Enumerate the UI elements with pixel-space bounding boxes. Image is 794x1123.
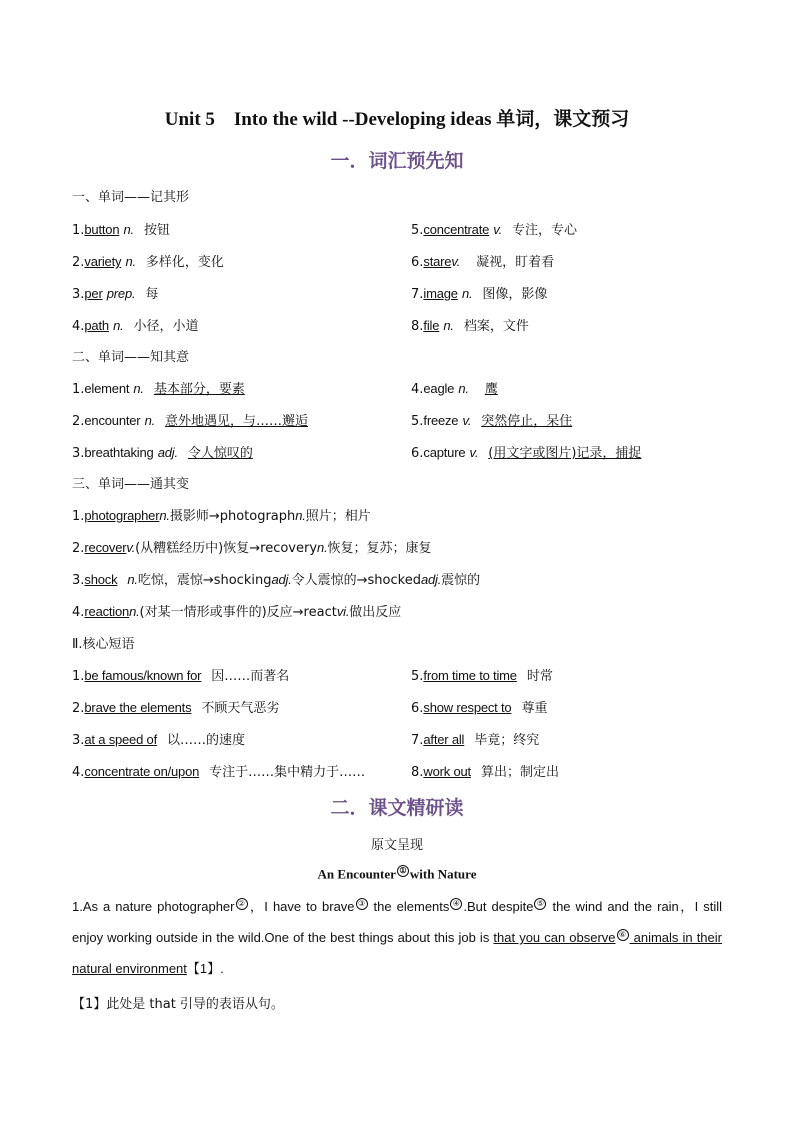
derivation-line: 1.photographern.摄影师→photographn.照片；相片 xyxy=(72,508,371,524)
word-row: 4.path n. 小径，小道 8.file n. 档案，文件 xyxy=(72,318,529,334)
subheading-core-phrases: Ⅱ.核心短语 xyxy=(72,637,135,652)
subheading-word-form: 一、单词——记其形 xyxy=(72,190,190,205)
subheading-word-meaning: 二、单词——知其意 xyxy=(72,350,190,365)
section-heading-vocabulary: 一．词汇预先知 xyxy=(330,150,464,172)
phrase-row: 2.brave the elements 不顾天气恶劣 6.show respect to 尊重 xyxy=(72,700,548,716)
phrase-row: 1.be famous/known for 因……而著名 5.from time to time 时常 xyxy=(72,668,553,684)
section-heading-text-study: 二．课文精研读 xyxy=(330,797,464,819)
derivation-line: 4.reactionn.(对某一情形或事件的)反应→reactvi.做出反应 xyxy=(72,604,402,620)
derivation-line: 3.shock n.吃惊，震惊→shockingadj.令人震惊的→shockedadj.震惊的 xyxy=(72,572,481,588)
document-title: Unit 5 Into the wild --Developing ideas 单词，课文预习 xyxy=(164,109,630,130)
phrase-row: 4.concentrate on/upon 专注于……集中精力于…… 8.work out 算出；制定出 xyxy=(72,764,559,780)
derivation-line: 2.recoverv.(从糟糕经历中)恢复→recoveryn.恢复；复苏；康复 xyxy=(72,540,432,556)
word-row: 1.button n. 按钮 5.concentrate v. 专注，专心 xyxy=(72,222,578,238)
original-text-label: 原文呈现 xyxy=(370,838,423,853)
passage-paragraph-1: 1.As a nature photographer ② ，I have to brave ③ the elements ④ .But despite ⑤ the wind and the rain，I still enjoy working outside in the wild.One of the best things about this job is that you can observe ⑥ animals in their natural environment【1】. xyxy=(72,898,723,976)
subheading-word-derivation: 三、单词——通其变 xyxy=(72,477,190,492)
annotation-note: 【1】此处是 that 引导的表语从句。 xyxy=(72,997,284,1012)
word-row: 1.element n. 基本部分，要素 4.eagle n. 鹰 xyxy=(72,381,498,397)
word-row: 3.breathtaking adj. 令人惊叹的 6.capture v. (用文字或图片)记录，捕捉 xyxy=(72,445,642,461)
word-row: 2.variety n. 多样化，变化 6.starev. 凝视，盯着看 xyxy=(72,254,555,270)
word-row: 2.encounter n. 意外地遇见，与……邂逅 5.freeze v. 突然停止，呆住 xyxy=(72,413,573,429)
word-row: 3.per prep. 每 7.image n. 图像，影像 xyxy=(72,286,548,302)
phrase-row: 3.at a speed of 以……的速度 7.after all 毕竟；终究 xyxy=(72,732,540,748)
text-title: An Encounter ① with Nature xyxy=(317,866,477,882)
